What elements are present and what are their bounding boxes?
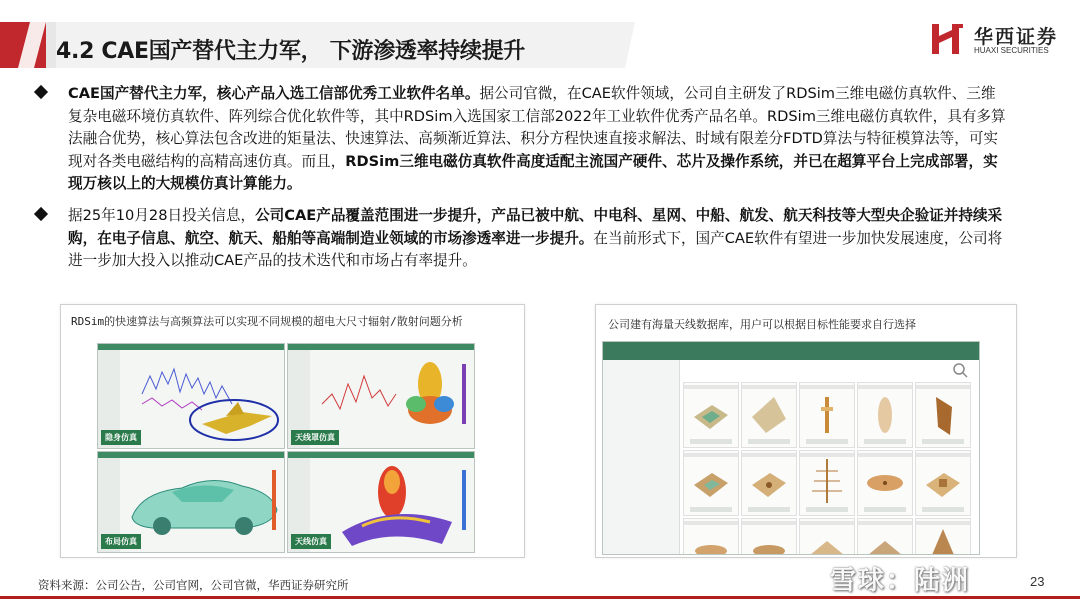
antenna-cell — [799, 518, 855, 555]
source-note: 资料来源：公司公告，公司官网，公司官微，华西证券研究所 — [38, 578, 349, 592]
antenna-cell — [857, 382, 913, 448]
logo-name-en: HUAXI SECURITIES — [974, 46, 1049, 55]
antenna-cell — [683, 518, 739, 555]
antenna-cell — [857, 450, 913, 516]
paragraph-1-body: 据公司官微，在CAE软件领域，公司自主研发了RDSim三维电磁仿真软件、三维复杂电磁环境仿真软件、阵列综合优化软件等，其中RDSim入选国家工信部2022年工业软件优秀产品名单。RDSim三维电磁仿真软件，具有多算法融合优势，核心算法包含改进的矩量法、快速算法、高频渐近算法、积分方程快速直接求解法、时域有限差分FDTD算法与特征模算法等，可实现对各类电磁结构的高精高速仿真。而且， — [68, 85, 1006, 170]
paragraph-2-outlook: 在当前形式下，国产CAE软件有望进一步加快发展速度，公司将进一步加大投入以推动CAE产品的技术迭代和市场占有率提升。 — [68, 229, 1003, 269]
antenna-cell — [857, 518, 913, 555]
screenshot-stealth-sim — [97, 343, 285, 449]
page-title: 4.2 CAE国产替代主力军， 下游渗透率持续提升 — [56, 39, 525, 64]
stealth-sim-label: 隐身仿真 — [101, 430, 141, 445]
screenshot-antenna-sim — [287, 451, 475, 553]
antenna-cell — [741, 382, 797, 448]
stealth-plot-graphic — [122, 354, 282, 444]
antenna-cell — [799, 450, 855, 516]
antenna-cell — [741, 450, 797, 516]
radome-sim-label: 天线罩仿真 — [291, 430, 339, 445]
paragraph-2-highlight: 公司CAE产品覆盖范围进一步提升，产品已被中航、中电科、星网、中船、航发、航天科技等大型央企验证并持续采购，在电子信息、航空、航天、船舶等高端制造业领域的市场渗透率进一步提升。 — [68, 207, 1003, 247]
company-logo — [930, 20, 1070, 60]
paragraph-1 — [38, 83, 1010, 196]
antenna-cell — [915, 518, 971, 555]
page-number: 23 — [1030, 574, 1045, 589]
antenna-pattern-graphic — [312, 462, 472, 548]
screenshot-antenna-database — [602, 341, 980, 555]
antenna-db-caption: 公司建有海量天线数据库，用户可以根据目标性能要求自行选择 — [608, 318, 916, 331]
paragraph-1-lead: CAE国产替代主力军，核心产品入选工信部优秀工业软件名单。 — [68, 85, 480, 102]
paragraph-2 — [38, 205, 1010, 273]
paragraph-1-conclusion: RDSim三维电磁仿真软件高度适配主流国产硬件、芯片及操作系统，并已在超算平台上完成部署，实现万核以上的大规模仿真计算能力。 — [68, 152, 998, 192]
layout-sim-label: 布局仿真 — [101, 534, 141, 549]
antenna-database-panel — [595, 304, 1017, 558]
watermark: 雪球：陆洲 — [830, 566, 971, 596]
rdsim-showcase-panel — [60, 304, 525, 558]
antenna-sim-label: 天线仿真 — [291, 534, 331, 549]
screenshot-radome-sim — [287, 343, 475, 449]
zoom-icon — [952, 362, 968, 378]
screenshot-layout-sim — [97, 451, 285, 553]
antenna-cell — [799, 382, 855, 448]
car-model-graphic — [122, 462, 282, 548]
antenna-cell — [683, 382, 739, 448]
huaxi-logo-icon — [930, 20, 966, 56]
antenna-cell — [741, 518, 797, 555]
paragraph-2-intro: 据25年10月28日投关信息， — [68, 207, 256, 224]
logo-name-cn: 华西证券 — [974, 26, 1059, 48]
title-bar — [0, 10, 635, 72]
antenna-cell — [915, 450, 971, 516]
antenna-cell — [683, 450, 739, 516]
antenna-cell — [915, 382, 971, 448]
rdsim-caption: RDSim的快速算法与高频算法可以实现不同规模的超电大尺寸辐射/散射问题分析 — [71, 315, 463, 328]
